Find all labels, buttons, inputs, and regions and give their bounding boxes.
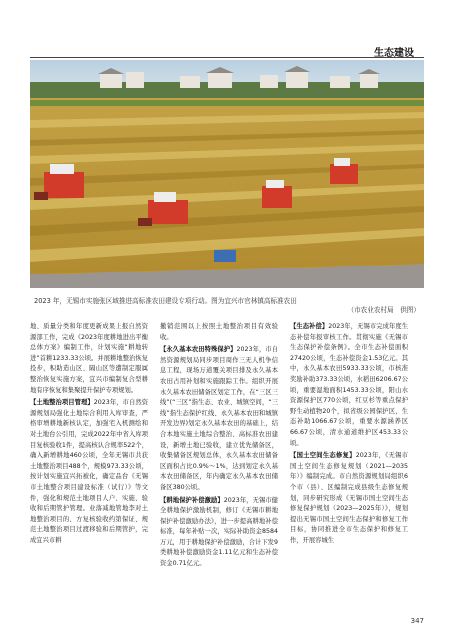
paragraph: 地、质量分类和年度更新成果上报自然资源部工作，完成《2023年度耕地进出平衡总体方案》编制工作，计划实施“耕地转进”首耕1233.33公顷。并展耕地整治恢复投步，积助造山区、隔山区等遭制定服属整治恢复实施方案，宜兴市编制复合型耕地有序恢复和集聚提升保护专项规划。: [30, 323, 148, 394]
harvest-field-photo: [30, 60, 424, 288]
text-column-1: [30, 322, 148, 546]
section-heading: 【耕地保护补偿激励】: [160, 496, 224, 504]
section-heading: 【国土空间生态修复】: [290, 452, 356, 460]
paragraph: 2023年，市自然资源规划局同步项目周作三无人机争信息工程，现场万道覆关项目排及永久基本农田占用补划和实施跟踪工作。组织开展永久基本农田储备区划定工作，在“三区三线”(“三区”指生态、农业、城镇空间，“三线”指生态保护红线、永久基本农田和城镇开发边界)划定永久基本农田的基础上，结合本地实施土地综合整治、高标准农田建设，新增土地已验收，建立优先储备区，收集储备区规划总体，永久基本农田储备区面积占比0.9%～1%，达到划定永久基本农田储备区，年内确定永久基本农田储备区380公顷。: [160, 346, 279, 491]
text-column-2: [160, 322, 278, 570]
section-heading: 【土地整治项目管理】: [30, 399, 94, 407]
header-divider: [30, 57, 424, 58]
photo-caption: [34, 297, 422, 315]
caption-credit: （市农业农村局 供图）: [347, 306, 420, 314]
text-column-3: [290, 322, 408, 546]
section-title: 生态建设: [374, 48, 414, 59]
caption-text: 2023 年，无锡市实施张区域推进高标准农田建设专项行动。图为宜兴市官林镇高标准农田: [34, 297, 297, 305]
paragraph: 2023年，《无锡市国土空间生态修复规划（2021—2035年）》编制完成。市自然资源规划局组织6个市（县）、区编制完成县级生态修复规划，同步研究形成《无锡市国土空间生态修复保护规划（2023—2025年）》，规划提出无锡市国土空间生态保护和修复工作目标，协同推进全市生态保护和修复工作，开展容城生: [290, 452, 408, 544]
page-number: 347: [410, 617, 424, 625]
paragraph: 2023年，市自然资源规划局强化土地综合利用入库审查，严格审增耕地新核认定，加强宅入机测绘和对土地台公引用，完成2022年中省入库项目复核验收1件，提高核认合规率522个，确入新增耕地460公顷，全年无锡市共获土地整治项目488个，规模973.33公顷，按计划实施宜兴拓被化，确定品台《无锡市土地整合项目建设标准（试行）》等文件，强化和规范土地项目人户、实施、验收和后期管护管理。业落减地管地李对土地整治项目的、方复核验收约第保证、规范土地整治项目过渡移验和后期管护，完成宜兴市耕: [30, 399, 148, 544]
paragraph: 撤销范围以上按照土地整治项目有效验收。: [160, 323, 278, 341]
paragraph: 2023年，无锡市健全耕地保护激励机制，修订《无锡市耕地保护补偿激励办法》，进一步提高耕地补偿标准，每年补贴一次，实际补助资金8584万元，用于耕地保护补偿激励，合计下发9类耕地补偿激励资金1.11亿元和生态补偿资金0.71亿元。: [160, 496, 278, 568]
paragraph: 2023年，无锡市完成年度生态补偿年报审核工作。贯彻实施《无锡市生态保护补偿条例》。全市生态补偿面积27420公顷，生态补偿资金1.53亿元。其中，永久基本农田5933.33公顷，市核准奖励补助373.33公顷，水稻田6206.67公顷，重要湿地面积1453.33公顷，阳山水资源保护区770公顷，红豆杉等重点保护野生动植物20个，拟省级公园保护区，生态补助1066.67公顷，重要水源涵养区66.67公顷，清水通道维护区453.33公顷。: [290, 323, 409, 447]
section-heading: 【生态补偿】: [290, 323, 329, 330]
section-heading: 【永久基本农田特殊保护】: [160, 346, 237, 354]
